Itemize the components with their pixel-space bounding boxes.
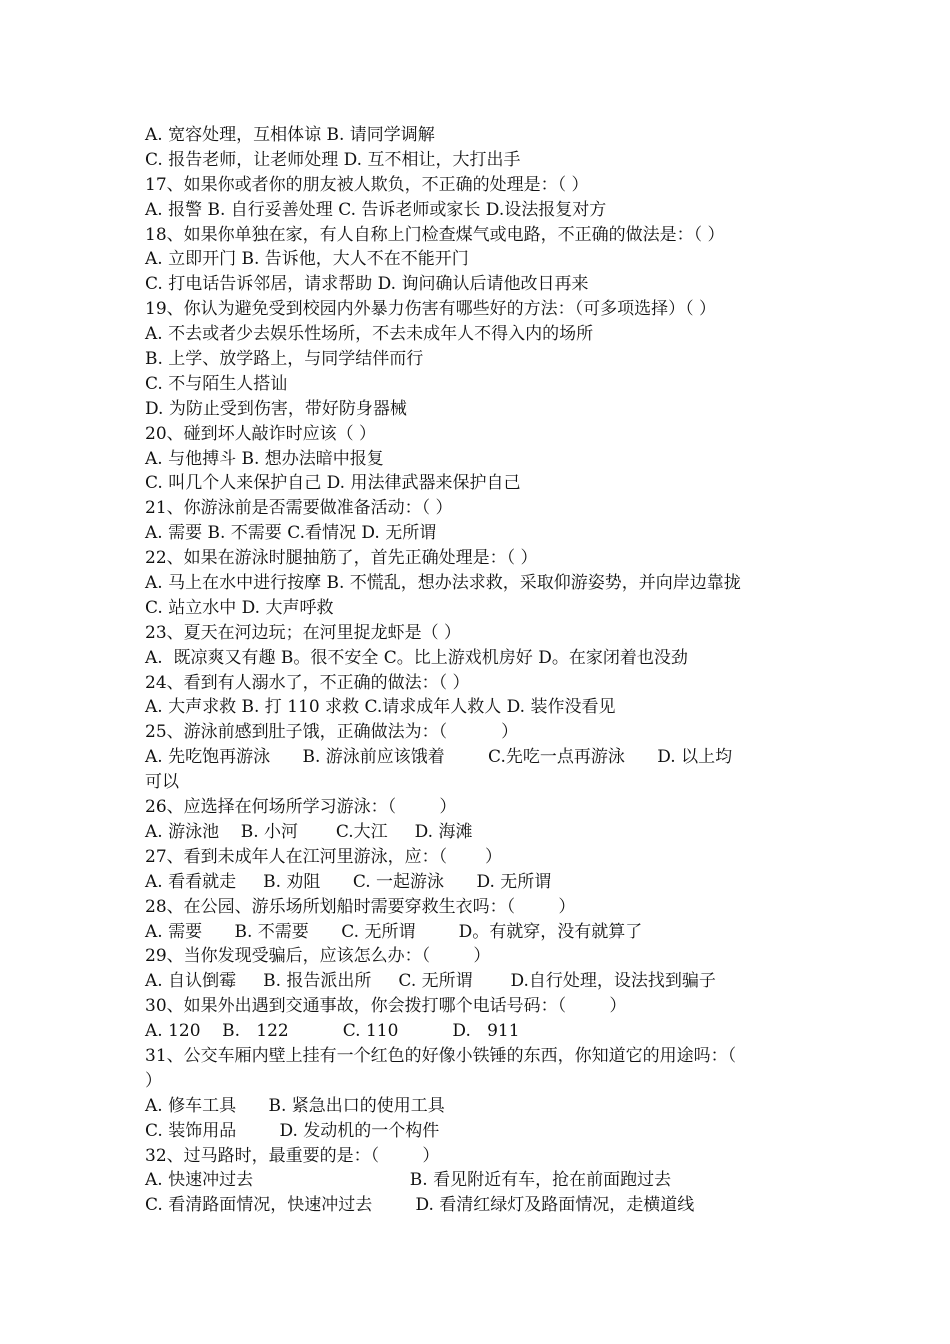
option-line-16ab: A. 宽容处理，互相体谅 B. 请同学调解 [145,125,435,145]
options-31-cd: C. 装饰用品 D. 发动机的一个构件 [145,1120,440,1141]
question-31-cont: ） [145,1070,162,1091]
options-27: A. 看看就走 B. 劝阻 C. 一起游泳 D. 无所谓 [145,871,552,892]
document-page [145,123,815,1218]
option-19-d: D. 为防止受到伤害，带好防身器械 [145,398,407,419]
options-32-ab: A. 快速冲过去 B. 看见附近有车，抢在前面跑过去 [145,1170,672,1191]
question-26: 26、应选择在何场所学习游泳：（ ） [145,797,457,818]
question-30: 30、如果外出遇到交通事故，你会拨打哪个电话号码：（ ） [145,996,627,1017]
options-29: A. 自认倒霉 B. 报告派出所 C. 无所谓 D.自行处理，设法找到骗子 [145,971,716,992]
options-20-ab: A. 与他搏斗 B. 想办法暗中报复 [145,448,384,469]
question-19: 19、你认为避免受到校园内外暴力伤害有哪些好的方法：（可多项选择）（ ） [145,299,717,320]
option-19-c: C. 不与陌生人搭讪 [145,373,288,394]
question-24: 24、看到有人溺水了，不正确的做法：（ ） [145,672,470,693]
options-22-ab: A. 马上在水中进行按摩 B. 不慌乱，想办法求救，采取仰游姿势，并向岸边靠拢 [145,573,741,594]
options-22-cd: C. 站立水中 D. 大声呼救 [145,597,334,618]
options-30: A. 120 B. 122 C. 110 D. 911 [145,1021,520,1042]
question-32: 32、过马路时，最重要的是：（ ） [145,1145,440,1166]
question-20: 20、碰到坏人敲诈时应该（ ） [145,423,377,444]
question-17: 17、如果你或者你的朋友被人欺负，不正确的处理是：（ ） [145,174,589,195]
options-18-ab: A. 立即开门 B. 告诉他，大人不在不能开门 [145,249,469,270]
option-19-b: B. 上学、放学路上，与同学结伴而行 [145,349,424,370]
question-21: 21、你游泳前是否需要做准备活动：（ ） [145,498,453,519]
question-18: 18、如果你单独在家，有人自称上门检查煤气或电路，不正确的做法是：（ ） [145,224,725,245]
options-32-cd: C. 看清路面情况，快速冲过去 D. 看清红绿灯及路面情况，走横道线 [145,1195,695,1216]
question-23: 23、夏天在河边玩；在河里捉龙虾是（ ） [145,622,462,643]
options-26: A. 游泳池 B. 小河 C.大江 D. 海滩 [145,821,473,842]
question-25: 25、游泳前感到肚子饿，正确做法为：（ ） [145,722,519,743]
options-25: A. 先吃饱再游泳 B. 游泳前应该饿着 C.先吃一点再游泳 D. 以上均 [145,747,733,768]
options-23: A. 既凉爽又有趣 B。很不安全 C。比上游戏机房好 D。在家闭着也没劲 [145,647,688,668]
question-31: 31、公交车厢内壁上挂有一个红色的好像小铁锤的东西，你知道它的用途吗：（ [145,1045,737,1066]
options-21: A. 需要 B. 不需要 C.看情况 D. 无所谓 [145,523,437,544]
options-25-cont: 可以 [145,772,179,793]
options-24: A. 大声求救 B. 打 110 求救 C.请求成年人救人 D. 装作没看见 [145,697,616,718]
options-18-cd: C. 打电话告诉邻居，请求帮助 D. 询问确认后请他改日再来 [145,274,589,295]
options-28: A. 需要 B. 不需要 C. 无所谓 D。有就穿，没有就算了 [145,921,643,942]
options-20-cd: C. 叫几个人来保护自己 D. 用法律武器来保护自己 [145,473,521,494]
option-line-16cd: C. 报告老师，让老师处理 D. 互不相让，大打出手 [145,149,521,170]
options-31-ab: A. 修车工具 B. 紧急出口的使用工具 [145,1095,445,1116]
question-28: 28、在公园、游乐场所划船时需要穿救生衣吗：（ ） [145,896,576,917]
question-22: 22、如果在游泳时腿抽筋了，首先正确处理是：（ ） [145,548,538,569]
question-27: 27、看到未成年人在江河里游泳，应：（ ） [145,846,502,867]
options-17: A. 报警 B. 自行妥善处理 C. 告诉老师或家长 D.设法报复对方 [145,199,607,220]
question-29: 29、当你发现受骗后，应该怎么办：（ ） [145,946,491,967]
option-19-a: A. 不去或者少去娱乐性场所，不去未成年人不得入内的场所 [145,324,594,345]
